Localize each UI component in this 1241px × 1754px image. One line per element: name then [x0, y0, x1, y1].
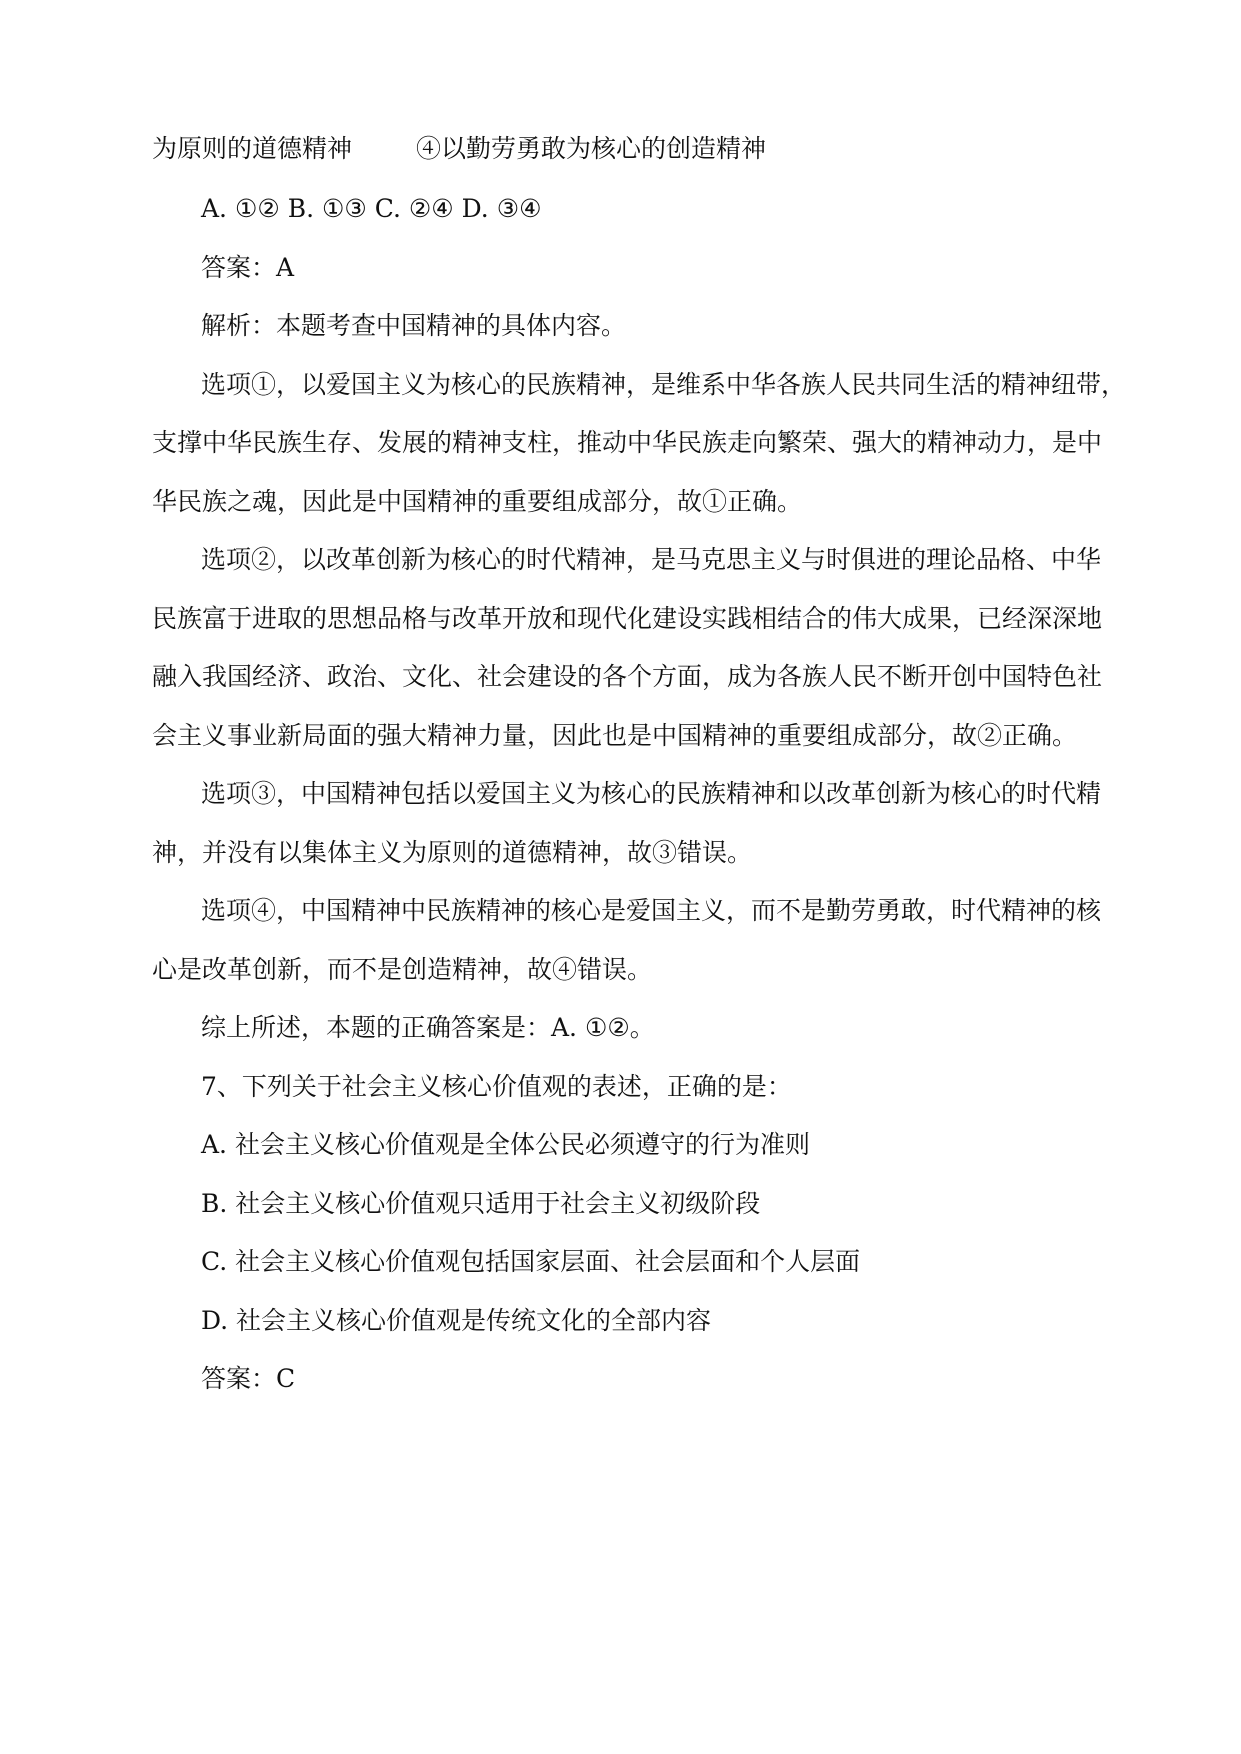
options-line: A. ①② B. ①③ C. ②④ D. ③④ — [201, 194, 542, 223]
question-line: 7、下列关于社会主义核心价值观的表述，正确的是： — [201, 1072, 792, 1101]
summary-line: 综上所述，本题的正确答案是：A. ①②。 — [201, 1013, 655, 1042]
paragraph-line: 融入我国经济、政治、文化、社会建设的各个方面，成为各族人民不断开创中国特色社 — [152, 662, 1103, 691]
paragraph-line: 支撑中华民族生存、发展的精神支柱，推动中华民族走向繁荣、强大的精神动力，是中 — [152, 428, 1103, 457]
answer-line: 答案：A — [201, 253, 295, 282]
paragraph-line: 神，并没有以集体主义为原则的道德精神，故③错误。 — [152, 838, 753, 867]
option-d: D. 社会主义核心价值观是传统文化的全部内容 — [201, 1306, 712, 1335]
text-segment: ④以勤劳勇敢为核心的创造精神 — [416, 134, 767, 163]
paragraph-line: 选项③，中国精神包括以爱国主义为核心的民族精神和以改革创新为核心的时代精 — [201, 779, 1102, 808]
option-b: B. 社会主义核心价值观只适用于社会主义初级阶段 — [201, 1189, 761, 1218]
analysis-heading: 解析：本题考查中国精神的具体内容。 — [201, 311, 627, 340]
text-segment: 为原则的道德精神 — [152, 134, 353, 163]
option-a: A. 社会主义核心价值观是全体公民必须遵守的行为准则 — [201, 1130, 810, 1159]
option-c: C. 社会主义核心价值观包括国家层面、社会层面和个人层面 — [201, 1247, 861, 1276]
paragraph-line: 选项④，中国精神中民族精神的核心是爱国主义，而不是勤劳勇敢，时代精神的核 — [201, 896, 1102, 925]
paragraph-line: 选项②，以改革创新为核心的时代精神，是马克思主义与时俱进的理论品格、中华 — [201, 545, 1102, 574]
paragraph-line: 民族富于进取的思想品格与改革开放和现代化建设实践相结合的伟大成果，已经深深地 — [152, 604, 1103, 633]
answer-line: 答案：C — [201, 1364, 296, 1393]
paragraph-line: 心是改革创新，而不是创造精神，故④错误。 — [152, 955, 653, 984]
paragraph-line: 选项①，以爱国主义为核心的民族精神，是维系中华各族人民共同生活的精神纽带， — [201, 370, 1127, 399]
paragraph-line: 华民族之魂，因此是中国精神的重要组成部分，故①正确。 — [152, 487, 803, 516]
paragraph-line: 会主义事业新局面的强大精神力量，因此也是中国精神的重要组成部分，故②正确。 — [152, 721, 1078, 750]
text-line — [152, 132, 1092, 166]
